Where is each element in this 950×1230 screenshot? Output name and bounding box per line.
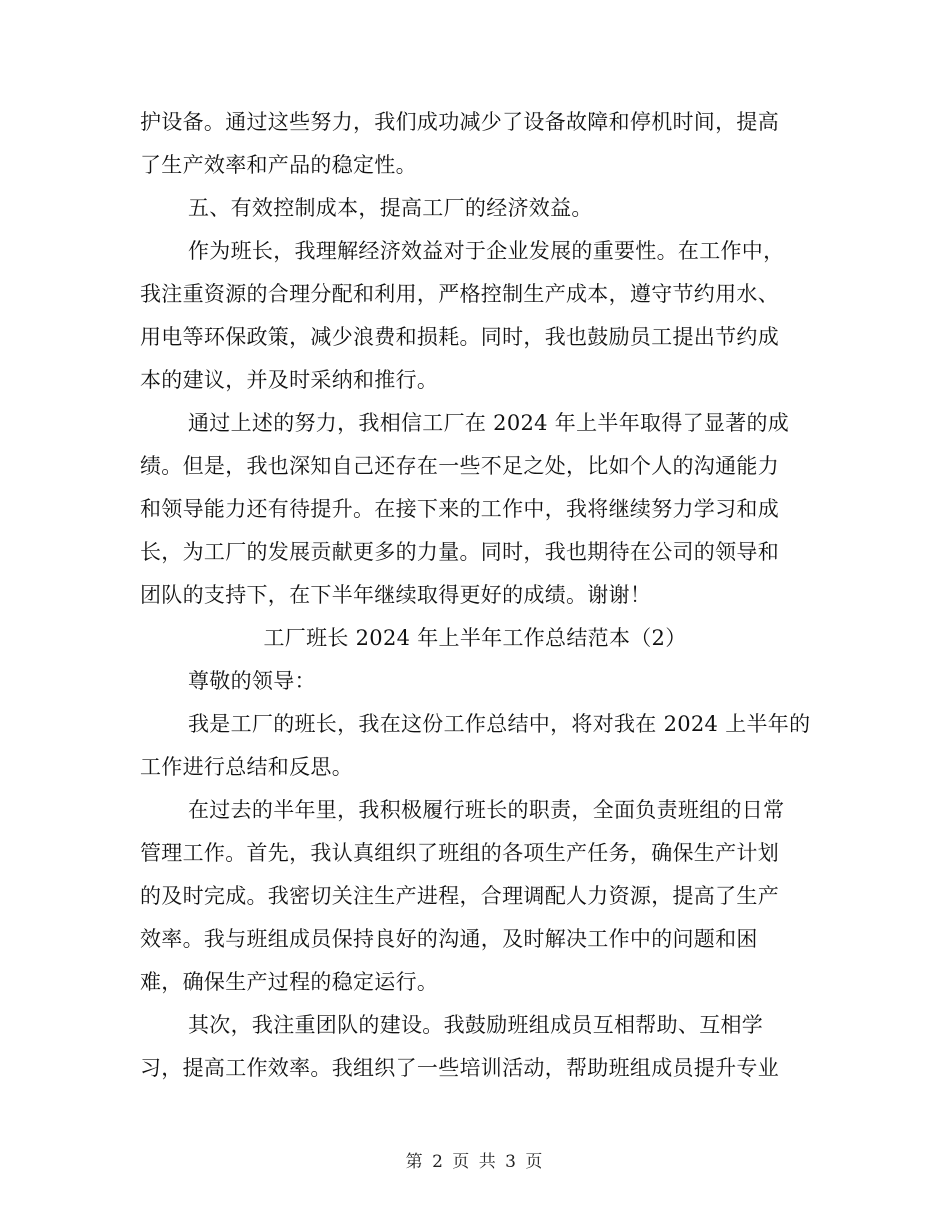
body-text-line: 团队的支持下，在下半年继续取得更好的成绩。谢谢！ bbox=[140, 583, 652, 607]
body-text-line: 和领导能力还有待提升。在接下来的工作中，我将继续努力学习和成 bbox=[140, 497, 779, 521]
document-title: 工厂班长 2024 年上半年工作总结范本（2） bbox=[263, 626, 687, 650]
salutation: 尊敬的领导： bbox=[188, 669, 316, 693]
body-text-line: 通过上述的努力，我相信工厂在 2024 年上半年取得了显著的成 bbox=[188, 411, 790, 435]
page-number-footer: 第 2 页 共 3 页 bbox=[405, 1152, 545, 1172]
body-text-line: 在过去的半年里，我积极履行班长的职责，全面负责班组的日常 bbox=[188, 798, 785, 822]
body-text-line: 管理工作。首先，我认真组织了班组的各项生产任务，确保生产计划 bbox=[140, 841, 779, 865]
body-text-line: 我是工厂的班长，我在这份工作总结中，将对我在 2024 上半年的 bbox=[188, 712, 811, 736]
body-text-line: 效率。我与班组成员保持良好的沟通，及时解决工作中的问题和困 bbox=[140, 927, 758, 951]
body-text-line: 了生产效率和产品的稳定性。 bbox=[140, 153, 417, 177]
body-text-line: 难，确保生产过程的稳定运行。 bbox=[140, 970, 439, 994]
body-text-line: 我注重资源的合理分配和利用，严格控制生产成本，遵守节约用水、 bbox=[140, 282, 779, 306]
body-text-line: 护设备。通过这些努力，我们成功减少了设备故障和停机时间，提高 bbox=[140, 110, 779, 134]
body-text-line: 本的建议，并及时采纳和推行。 bbox=[140, 368, 439, 392]
body-text-line: 作为班长，我理解经济效益对于企业发展的重要性。在工作中， bbox=[188, 239, 785, 263]
body-text-line: 其次，我注重团队的建设。我鼓励班组成员互相帮助、互相学 bbox=[188, 1013, 764, 1037]
body-text-line: 绩。但是，我也深知自己还存在一些不足之处，比如个人的沟通能力 bbox=[140, 454, 779, 478]
body-text-line: 长，为工厂的发展贡献更多的力量。同时，我也期待在公司的领导和 bbox=[140, 540, 779, 564]
body-text-line: 用电等环保政策，减少浪费和损耗。同时，我也鼓励员工提出节约成 bbox=[140, 325, 779, 349]
section-heading: 五、有效控制成本，提高工厂的经济效益。 bbox=[188, 196, 593, 220]
body-text-line: 的及时完成。我密切关注生产进程，合理调配人力资源，提高了生产 bbox=[140, 884, 779, 908]
body-text-line: 习，提高工作效率。我组织了一些培训活动，帮助班组成员提升专业 bbox=[140, 1056, 779, 1080]
body-text-line: 工作进行总结和反思。 bbox=[140, 755, 353, 779]
